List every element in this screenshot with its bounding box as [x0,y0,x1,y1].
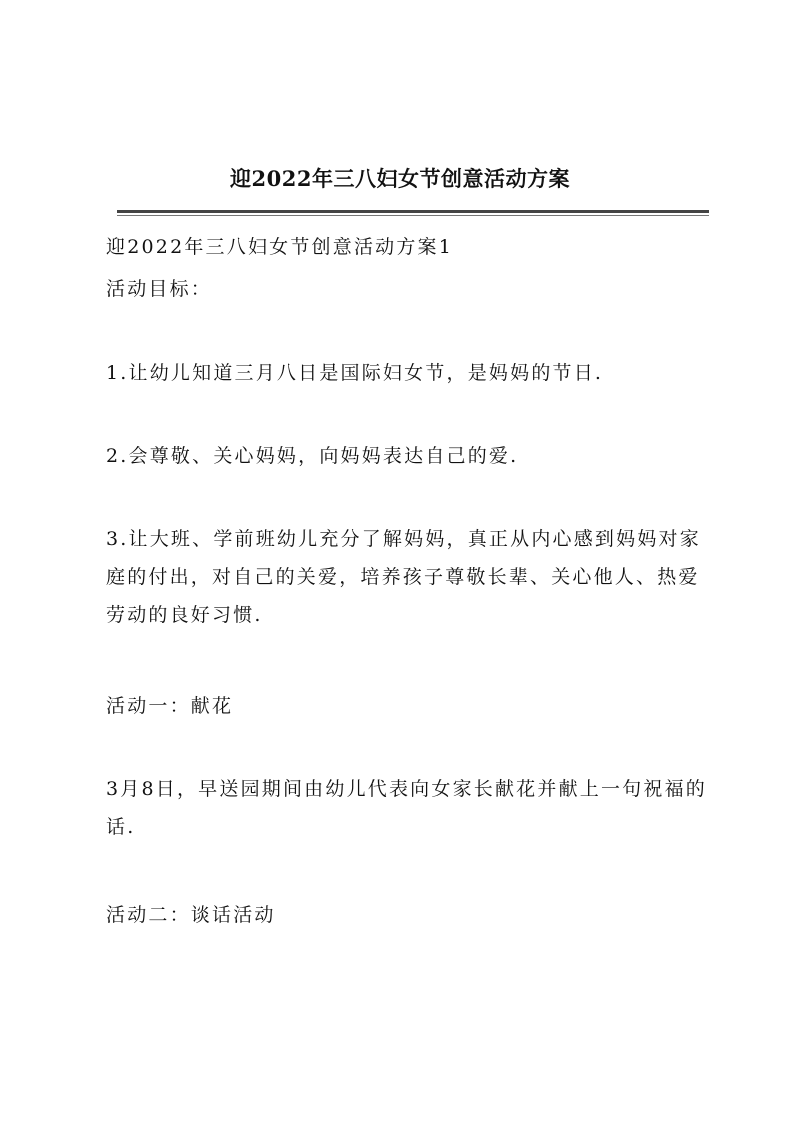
section-heading: 迎2022年三八妇女节创意活动方案1 [106,236,454,258]
goal-item-3: 3.让大班、学前班幼儿充分了解妈妈，真正从内心感到妈妈对家庭的付出，对自己的关爱，培养孩子尊敬长辈、关心他人、热爱劳动的良好习惯. [106,528,701,626]
title-divider-thin [117,215,709,216]
activity-2-heading: 活动二：谈话活动 [106,904,276,926]
activity-1-heading: 活动一：献花 [106,695,234,717]
goal-item-2: 2.会尊敬、关心妈妈，向妈妈表达自己的爱. [106,445,519,467]
title-divider-thick [117,210,709,213]
goal-item-1: 1.让幼儿知道三月八日是国际妇女节，是妈妈的节日. [106,362,604,384]
document-title: 迎2022年三八妇女节创意活动方案 [230,166,570,191]
activity-1-text: 3月8日，早送园期间由幼儿代表向女家长献花并献上一句祝福的话. [106,778,707,838]
goals-heading: 活动目标： [106,278,213,300]
